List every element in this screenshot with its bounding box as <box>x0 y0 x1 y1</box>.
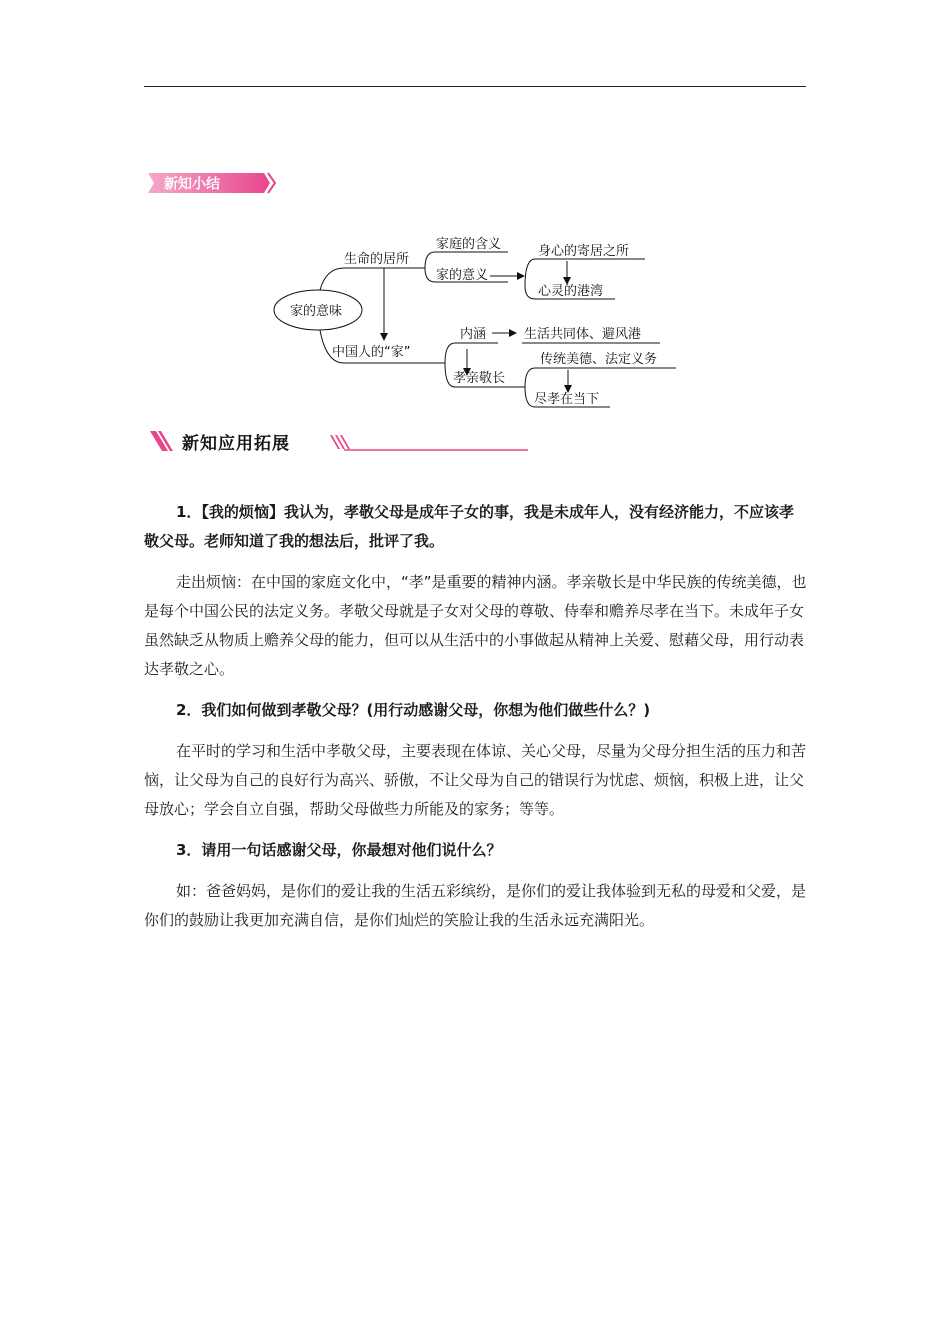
section-summary-title: 新知小结 <box>164 176 220 193</box>
map-b1-child-1: 家庭的含义 <box>436 237 502 252</box>
map-b2-leaf-2: 尽孝在当下 <box>534 392 600 407</box>
map-branch-1: 生命的居所 <box>344 252 410 267</box>
section-apply-badge <box>146 427 531 459</box>
map-b1-child-2: 家的意义 <box>436 268 489 283</box>
section-summary-badge <box>146 170 280 196</box>
map-b2-child-1: 内涵 <box>460 327 487 342</box>
question-2: 2．我们如何做到孝敬父母？(用行动感谢父母，你想为他们做些什么？) <box>176 701 651 719</box>
map-b2-child-1-leaf: 生活共同体、避风港 <box>524 327 642 342</box>
qa-section <box>144 498 808 935</box>
question-1: 1．【我的烦恼】我认为，孝敬父母是成年子女的事，我是未成年人，没有经济能力，不应该孝敬父母。老师知道了我的想法后，批评了我。 <box>144 503 794 550</box>
header-rule <box>144 86 806 87</box>
section-apply-title: 新知应用拓展 <box>182 434 290 454</box>
question-3: 3．请用一句话感谢父母，你最想对他们说什么？ <box>176 841 502 859</box>
map-branch-2: 中国人的“家” <box>332 345 411 360</box>
map-b1-leaf-1: 身心的寄居之所 <box>538 244 630 259</box>
answer-2: 在平时的学习和生活中孝敬父母，主要表现在体谅、关心父母，尽量为父母分担生活的压力和苦恼，让父母为自己的良好行为高兴、骄傲，不让父母为自己的错误行为忧虑、烦恼，积极上进，让父母放心；学会自立自强，帮助父母做些力所能及的家务；等等。 <box>144 742 807 818</box>
map-b1-leaf-2: 心灵的港湾 <box>538 284 604 299</box>
map-root: 家的意味 <box>290 304 343 319</box>
map-b2-leaf-1: 传统美德、法定义务 <box>540 352 658 367</box>
map-b2-child-2: 孝亲敬长 <box>453 371 506 386</box>
answer-3: 如：爸爸妈妈，是你们的爱让我的生活五彩缤纷，是你们的爱让我体验到无私的母爱和父爱，是你们的鼓励让我更加充满自信，是你们灿烂的笑脸让我的生活永远充满阳光。 <box>144 882 807 929</box>
answer-1: 走出烦恼：在中国的家庭文化中，“孝”是重要的精神内涵。孝亲敬长是中华民族的传统美德，也是每个中国公民的法定义务。孝敬父母就是子女对父母的尊敬、侍奉和赡养尽孝在当下。未成年子女虽然缺乏从物质上赡养父母的能力，但可以从生活中的小事做起从精神上关爱、慰藉父母，用行动表达孝敬之心。 <box>144 573 807 678</box>
concept-map <box>260 230 700 415</box>
